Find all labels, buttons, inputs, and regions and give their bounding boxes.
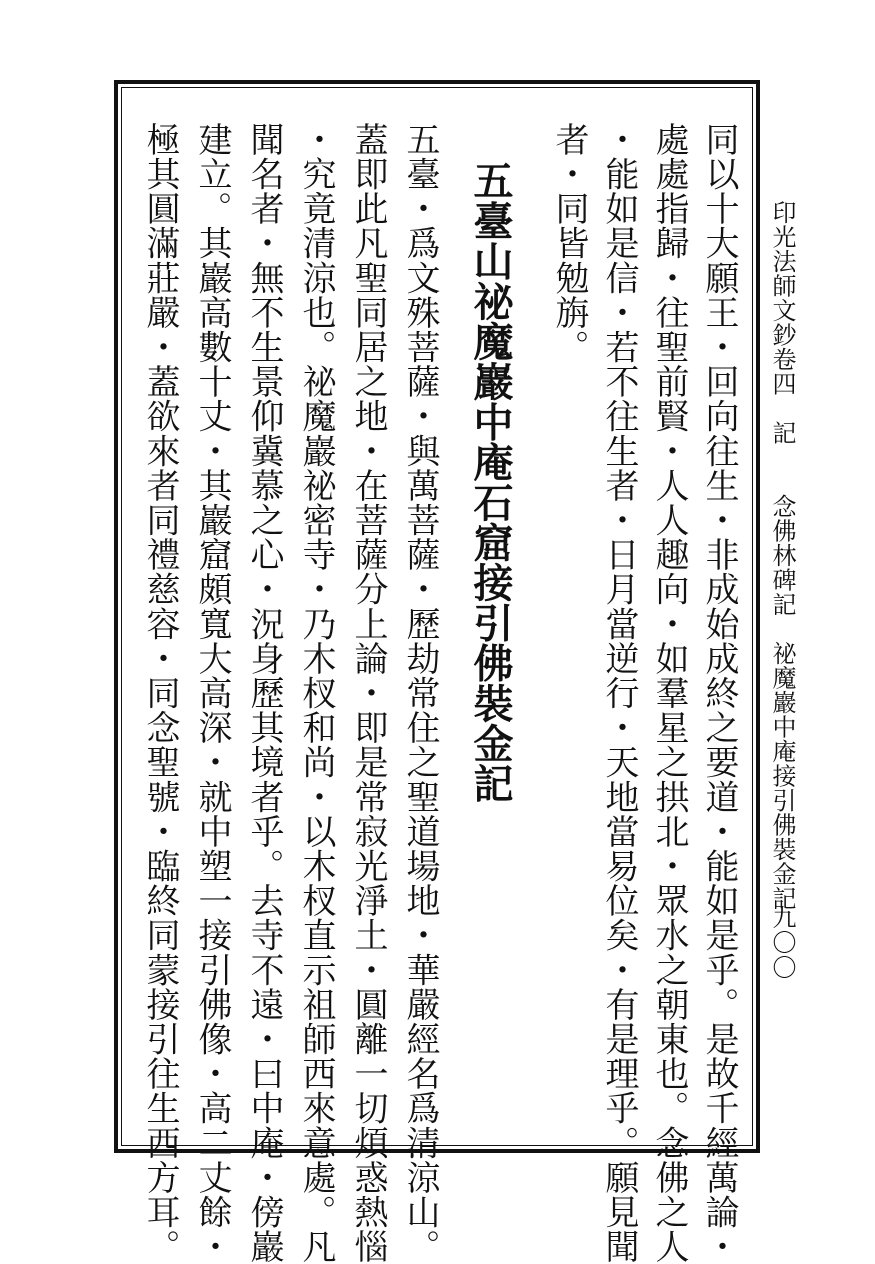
text-column: 蓋即此凡聖同居之地・在菩薩分上論・即是常寂光淨土・圓離一切煩惑熱惱 [348,122,388,1264]
page-number: 九〇〇 [768,905,796,980]
article-title: 五臺山祕魔巖中庵石窟接引佛裝金記 [467,160,514,804]
text-column: 五臺・爲文殊菩薩・與萬菩薩・歷劫常住之聖道場地・華嚴經名爲清涼山。 [400,122,440,1264]
text-column: 處處指歸・往聖前賢・人人趣向・如羣星之拱北・眾水之朝東也。念佛之人 [649,122,689,1264]
text-column: 極其圓滿莊嚴・蓋欲來者同禮慈容・同念聖號・臨終同蒙接引往生西方耳。 [140,122,180,1264]
text-column: 聞名者・無不生景仰冀慕之心・況身歷其境者乎。去寺不遠・曰中庵・傍巖 [244,122,284,1264]
book-title: 印光法師文鈔卷四 [768,200,796,396]
running-header [770,200,794,911]
section-label: 記 [768,420,796,445]
article-titles: 念佛林碑記 祕魔巖中庵接引佛裝金記 [768,494,796,911]
text-column: ・究竟清涼也。祕魔巖祕密寺・乃木杈和尚・以木杈直示祖師西來意處。凡 [296,122,336,1264]
text-column: ・能如是信・若不往生者・日月當逆行・天地當易位矣・有是理乎。願見聞 [599,122,639,1264]
text-column: 同以十大願王・回向往生・非成始成終之要道・能如是乎。是故千經萬論・ [699,122,739,1264]
text-column: 建立。其巖高數十丈・其巖窟頗寬大高深・就中塑一接引佛像・高二丈餘・ [192,122,232,1264]
text-column: 者・同皆勉旃。 [549,122,589,365]
